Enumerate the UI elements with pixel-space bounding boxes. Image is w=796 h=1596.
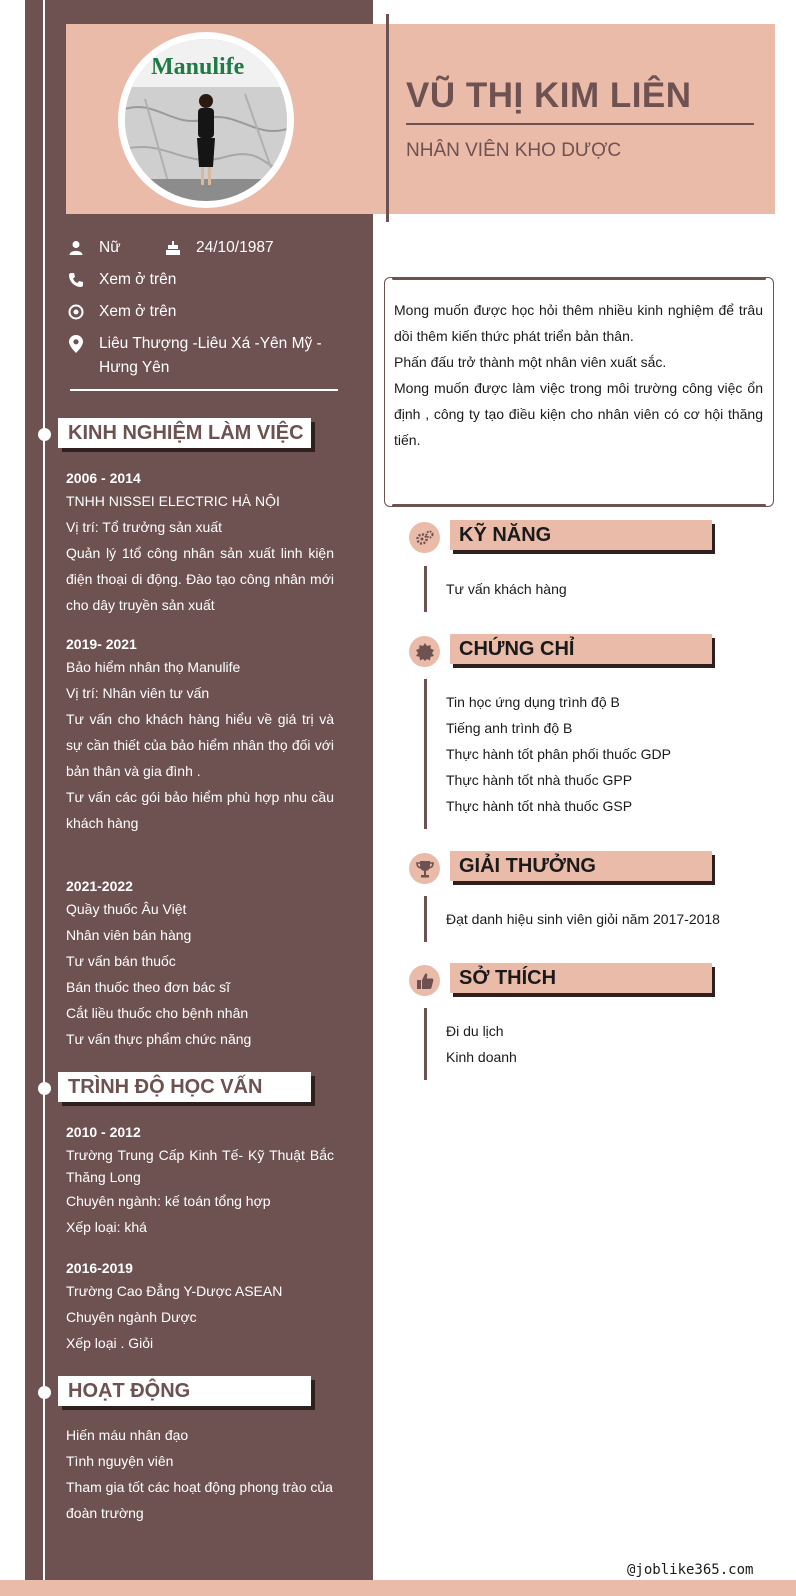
education-header	[58, 1072, 311, 1106]
job-period: 2019- 2021	[66, 636, 137, 652]
awards-bar	[424, 896, 427, 942]
watermark: @joblike365.com	[627, 1562, 754, 1578]
school-line: Chuyên ngành Dược	[66, 1309, 197, 1325]
job-line: Quầy thuốc Âu Việt	[66, 901, 187, 917]
birthday-value: 24/10/1987	[196, 239, 274, 256]
address-value: Liêu Thượng -Liêu Xá -Yên Mỹ - Hưng Yên	[99, 335, 322, 376]
email-row	[67, 300, 176, 324]
job-period: 2006 - 2014	[66, 470, 141, 486]
hobbies-list	[446, 1018, 766, 1070]
awards-list	[446, 906, 766, 932]
map-pin-icon	[67, 332, 85, 356]
skills-list	[446, 576, 766, 602]
school-1	[66, 1122, 334, 1240]
job-line: Tư vấn thực phẩm chức năng	[66, 1031, 252, 1047]
school-line: Chuyên ngành: kế toán tổng hợp	[66, 1193, 271, 1209]
timeline-dot-experience	[38, 428, 51, 441]
school-line: Xếp loại: khá	[66, 1219, 147, 1235]
school-period: 2010 - 2012	[66, 1124, 141, 1140]
email-value: Xem ở trên	[99, 303, 177, 320]
activity-item: Hiến máu nhân đạo	[66, 1427, 189, 1443]
candidate-name: VŨ THỊ KIM LIÊN	[406, 76, 692, 115]
certificate-item: Tin học ứng dụng trình độ B	[446, 694, 620, 710]
objective-top-border	[392, 277, 766, 280]
timeline-dot-education	[38, 1082, 51, 1095]
hobbies-heading: SỞ THÍCH	[450, 963, 712, 993]
certificates-bar	[424, 679, 427, 829]
job-line: Tư vấn cho khách hàng hiểu về giá trị và sự cần thiết của bảo hiểm nhân thọ đối với bản thân và gia đình .	[66, 711, 334, 779]
avatar	[125, 39, 287, 201]
job-2	[66, 634, 334, 836]
activity-item: Tham gia tốt các hoạt động phong trào của đoàn trường	[66, 1479, 333, 1521]
job-title: NHÂN VIÊN KHO DƯỢC	[406, 140, 622, 161]
activities-header	[58, 1376, 311, 1410]
school-2	[66, 1258, 334, 1356]
job-period: 2021-2022	[66, 878, 133, 894]
objective-line: Mong muốn được làm việc trong môi trường công việc ổn định , công ty tạo điều kiện cho nhân viên có cơ hội thăng tiến.	[394, 380, 763, 448]
gender-value: Nữ	[99, 239, 121, 256]
education-heading: TRÌNH ĐỘ HỌC VẤN	[58, 1072, 311, 1102]
activity-item: Tình nguyện viên	[66, 1453, 174, 1469]
certificate-item: Thực hành tốt phân phối thuốc GDP	[446, 746, 671, 762]
career-objective	[384, 277, 774, 507]
hobby-item: Kinh doanh	[446, 1049, 517, 1065]
badge-icon	[409, 636, 440, 667]
skills-heading: KỸ NĂNG	[450, 520, 712, 550]
job-line: Vị trí: Tổ trưởng sản xuất	[66, 519, 223, 535]
certificates-header	[450, 634, 715, 668]
job-3	[66, 876, 334, 1052]
hobbies-bar	[424, 1008, 427, 1080]
job-1	[66, 468, 334, 618]
header-divider	[386, 14, 389, 222]
gender-row	[67, 236, 121, 260]
certificates-list	[446, 689, 766, 819]
school-line: Xếp loại . Giỏi	[66, 1335, 154, 1351]
activities-list	[66, 1422, 334, 1526]
job-line: Cắt liều thuốc cho bệnh nhân	[66, 1005, 249, 1021]
objective-bottom-border	[392, 504, 766, 507]
objective-line: Mong muốn được học hỏi thêm nhiều kinh nghiệm để trâu dồi thêm kiến thức phát triển bản thân.	[394, 302, 763, 344]
activities-heading: HOẠT ĐỘNG	[58, 1376, 311, 1406]
footer-band	[0, 1580, 796, 1596]
phone-value: Xem ở trên	[99, 271, 177, 288]
job-line: Tư vấn các gói bảo hiểm phù hợp nhu cầu khách hàng	[66, 789, 334, 831]
birthday-row	[164, 236, 274, 260]
job-line: Tư vấn bán thuốc	[66, 953, 176, 969]
timeline-dot-activities	[38, 1386, 51, 1399]
objective-line: Phấn đấu trở thành một nhân viên xuất sắc.	[394, 354, 667, 370]
avatar-photo	[125, 39, 287, 201]
award-item: Đạt danh hiệu sinh viên giỏi năm 2017-2018	[446, 911, 720, 927]
phone-row	[67, 268, 176, 292]
name-rule	[406, 123, 754, 125]
experience-header	[58, 418, 311, 452]
certificate-item: Thực hành tốt nhà thuốc GSP	[446, 798, 633, 814]
trophy-icon	[409, 853, 440, 884]
job-line: Bán thuốc theo đơn bác sĩ	[66, 979, 231, 995]
job-line: TNHH NISSEI ELECTRIC HÀ NỘI	[66, 493, 280, 509]
info-divider	[70, 389, 338, 391]
at-icon	[67, 300, 85, 324]
thumbs-up-icon	[409, 965, 440, 996]
school-line: Trường Trung Cấp Kinh Tế- Kỹ Thuật Bắc Thăng Long	[66, 1147, 334, 1185]
job-line: Quản lý 1tổ công nhân sản xuất linh kiện điện thoại di động. Đào tạo công nhân mới cho dây truyền sản xuất	[66, 545, 334, 613]
skills-header	[450, 520, 715, 554]
job-line: Bảo hiểm nhân thọ Manulife	[66, 659, 241, 675]
certificate-item: Tiếng anh trình độ B	[446, 720, 573, 736]
hobby-item: Đi du lịch	[446, 1023, 504, 1039]
job-line: Nhân viên bán hàng	[66, 927, 192, 943]
photo-sign: Manulife	[151, 54, 245, 80]
job-line: Vị trí: Nhân viên tư vấn	[66, 685, 210, 701]
certificates-heading: CHỨNG CHỈ	[450, 634, 712, 664]
phone-icon	[67, 268, 85, 292]
certificate-item: Thực hành tốt nhà thuốc GPP	[446, 772, 633, 788]
skill-item: Tư vấn khách hàng	[446, 581, 567, 597]
user-icon	[67, 236, 85, 260]
school-period: 2016-2019	[66, 1260, 133, 1276]
hobbies-header	[450, 963, 715, 997]
cake-icon	[164, 236, 182, 260]
awards-heading: GIẢI THƯỞNG	[450, 851, 712, 881]
gears-icon	[409, 522, 440, 553]
school-line: Trường Cao Đẳng Y-Dược ASEAN	[66, 1283, 283, 1299]
experience-heading: KINH NGHIỆM LÀM VIỆC	[58, 418, 311, 448]
skills-bar	[424, 566, 427, 612]
address-row	[67, 332, 337, 380]
timeline-line	[43, 0, 45, 1596]
awards-header	[450, 851, 715, 885]
